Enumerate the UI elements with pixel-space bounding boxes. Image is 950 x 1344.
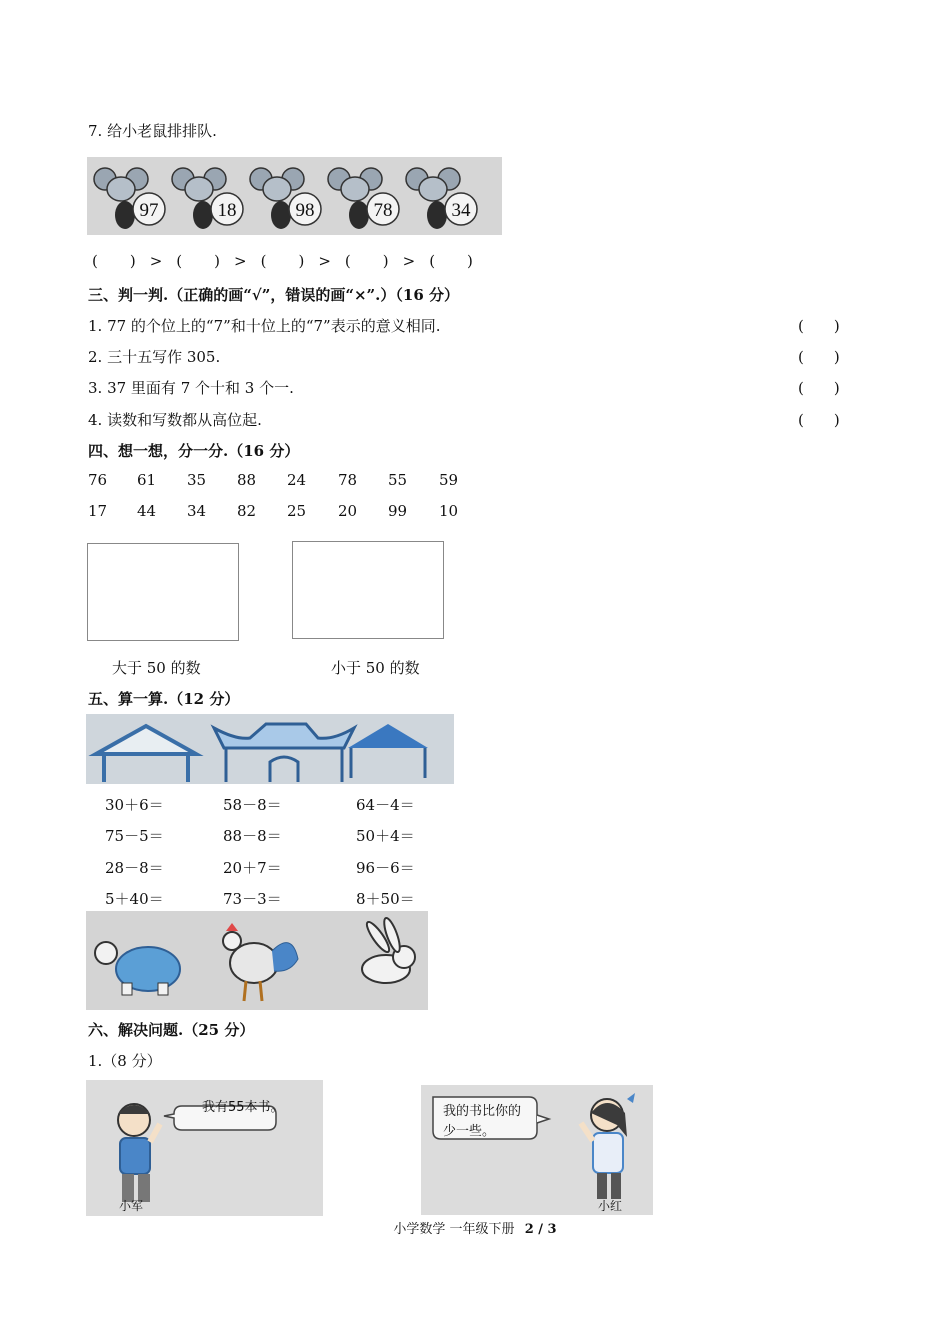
houses-image (86, 714, 454, 784)
number: 78 (338, 471, 358, 489)
mouse-with-number (94, 168, 165, 229)
girl-name-label: 小红 (598, 1199, 623, 1213)
footer-text: 小学数学 一年级下册 (393, 1222, 515, 1237)
mouse-with-number (406, 168, 477, 229)
number: 61 (137, 471, 157, 489)
mouse-with-number (172, 168, 243, 229)
blank-paren[interactable]: ( (260, 252, 267, 270)
judge-item-1: 1. 77 的个位上的“7”和十位上的“7”表示的意义相同. (88, 317, 441, 335)
equation: 75－5＝ (105, 827, 164, 845)
number: 44 (137, 502, 157, 520)
number: 24 (287, 471, 307, 489)
mouse-with-number (250, 168, 321, 229)
number: 88 (237, 471, 257, 489)
boy-speech-bubble: 我有55本书。 (202, 1100, 284, 1115)
equation: 20＋7＝ (223, 859, 282, 877)
section-4-title: 四、想一想，分一分.（16 分） (88, 442, 300, 460)
section-5-title: 五、算一算.（12 分） (88, 690, 240, 708)
blank-paren[interactable]: ( (176, 252, 183, 270)
blank-paren[interactable]: ( (429, 252, 436, 270)
girl-speech-bubble-line-1: 我的书比你的 (443, 1104, 522, 1119)
animals-image (86, 911, 428, 1010)
mouse-number: 18 (217, 200, 237, 221)
page-number: 2 / 3 (524, 1222, 557, 1237)
number: 20 (338, 502, 358, 520)
blank-paren: ) (382, 252, 389, 270)
less-than-50-box[interactable] (292, 541, 444, 639)
equation: 58－8＝ (223, 796, 282, 814)
equation: 5＋40＝ (105, 890, 164, 908)
judge-item-3: 3. 37 里面有 7 个十和 3 个一. (88, 379, 294, 397)
blank-paren: ) (298, 252, 305, 270)
equation: 88－8＝ (223, 827, 282, 845)
equation: 73－3＝ (223, 890, 282, 908)
equation: 30＋6＝ (105, 796, 164, 814)
blank-paren: ) (467, 252, 473, 270)
less-than-50-label: 小于 50 的数 (331, 659, 420, 677)
blank-paren[interactable]: ( (92, 252, 98, 270)
section-3-title: 三、判一判.（正确的画“√”，错误的画“×”.）（16 分） (88, 286, 459, 304)
number: 55 (388, 471, 408, 489)
equation: 8＋50＝ (356, 890, 415, 908)
number: 59 (439, 471, 459, 489)
number: 99 (388, 502, 408, 520)
blank-paren: ) (214, 252, 221, 270)
judge-item-4: 4. 读数和写数都从高位起. (88, 411, 262, 429)
mice-illustration (87, 157, 502, 235)
mouse-number: 34 (451, 200, 471, 221)
greater-than-sign: > (318, 252, 331, 270)
girl-speech-bubble-line-2: 少一些。 (443, 1124, 496, 1139)
judge-answer-3[interactable]: ( ) (798, 379, 840, 397)
section-6-title: 六、解决问题.（25 分） (88, 1021, 255, 1039)
order-blanks (92, 252, 487, 270)
equation: 28－8＝ (105, 859, 164, 877)
girl-image (421, 1085, 653, 1215)
houses-illustration (86, 714, 454, 784)
greater-than-sign: > (402, 252, 416, 270)
boy-image (86, 1080, 323, 1216)
mouse-number: 97 (139, 200, 159, 221)
number: 17 (88, 502, 108, 520)
judge-answer-1[interactable]: ( ) (798, 317, 840, 335)
greater-than-sign: > (149, 252, 163, 270)
judge-answer-4[interactable]: ( ) (798, 411, 840, 429)
mouse-with-number (328, 168, 399, 229)
equation: 64－4＝ (356, 796, 415, 814)
number: 76 (88, 471, 108, 489)
blank-paren[interactable]: ( (344, 252, 351, 270)
number: 35 (187, 471, 207, 489)
number: 82 (237, 502, 257, 520)
question-7-title: 7. 给小老鼠排排队. (88, 122, 217, 140)
greater-than-50-label: 大于 50 的数 (112, 659, 201, 677)
animals-illustration (86, 911, 428, 1010)
mouse-number: 78 (373, 200, 393, 221)
boy-name-label: 小军 (119, 1199, 144, 1213)
mouse-number: 98 (295, 200, 315, 221)
number: 34 (187, 502, 207, 520)
equation: 96－6＝ (356, 859, 415, 877)
judge-item-2: 2. 三十五写作 305. (88, 348, 221, 366)
mice-image (87, 157, 502, 235)
problem-1-label: 1.（8 分） (88, 1052, 162, 1070)
page-footer (0, 1218, 950, 1237)
greater-than-sign: > (234, 252, 247, 270)
blank-paren: ) (129, 252, 136, 270)
judge-answer-2[interactable]: ( ) (798, 348, 840, 366)
number: 25 (287, 502, 307, 520)
equation: 50＋4＝ (356, 827, 415, 845)
greater-than-50-box[interactable] (87, 543, 239, 641)
number: 10 (439, 502, 459, 520)
